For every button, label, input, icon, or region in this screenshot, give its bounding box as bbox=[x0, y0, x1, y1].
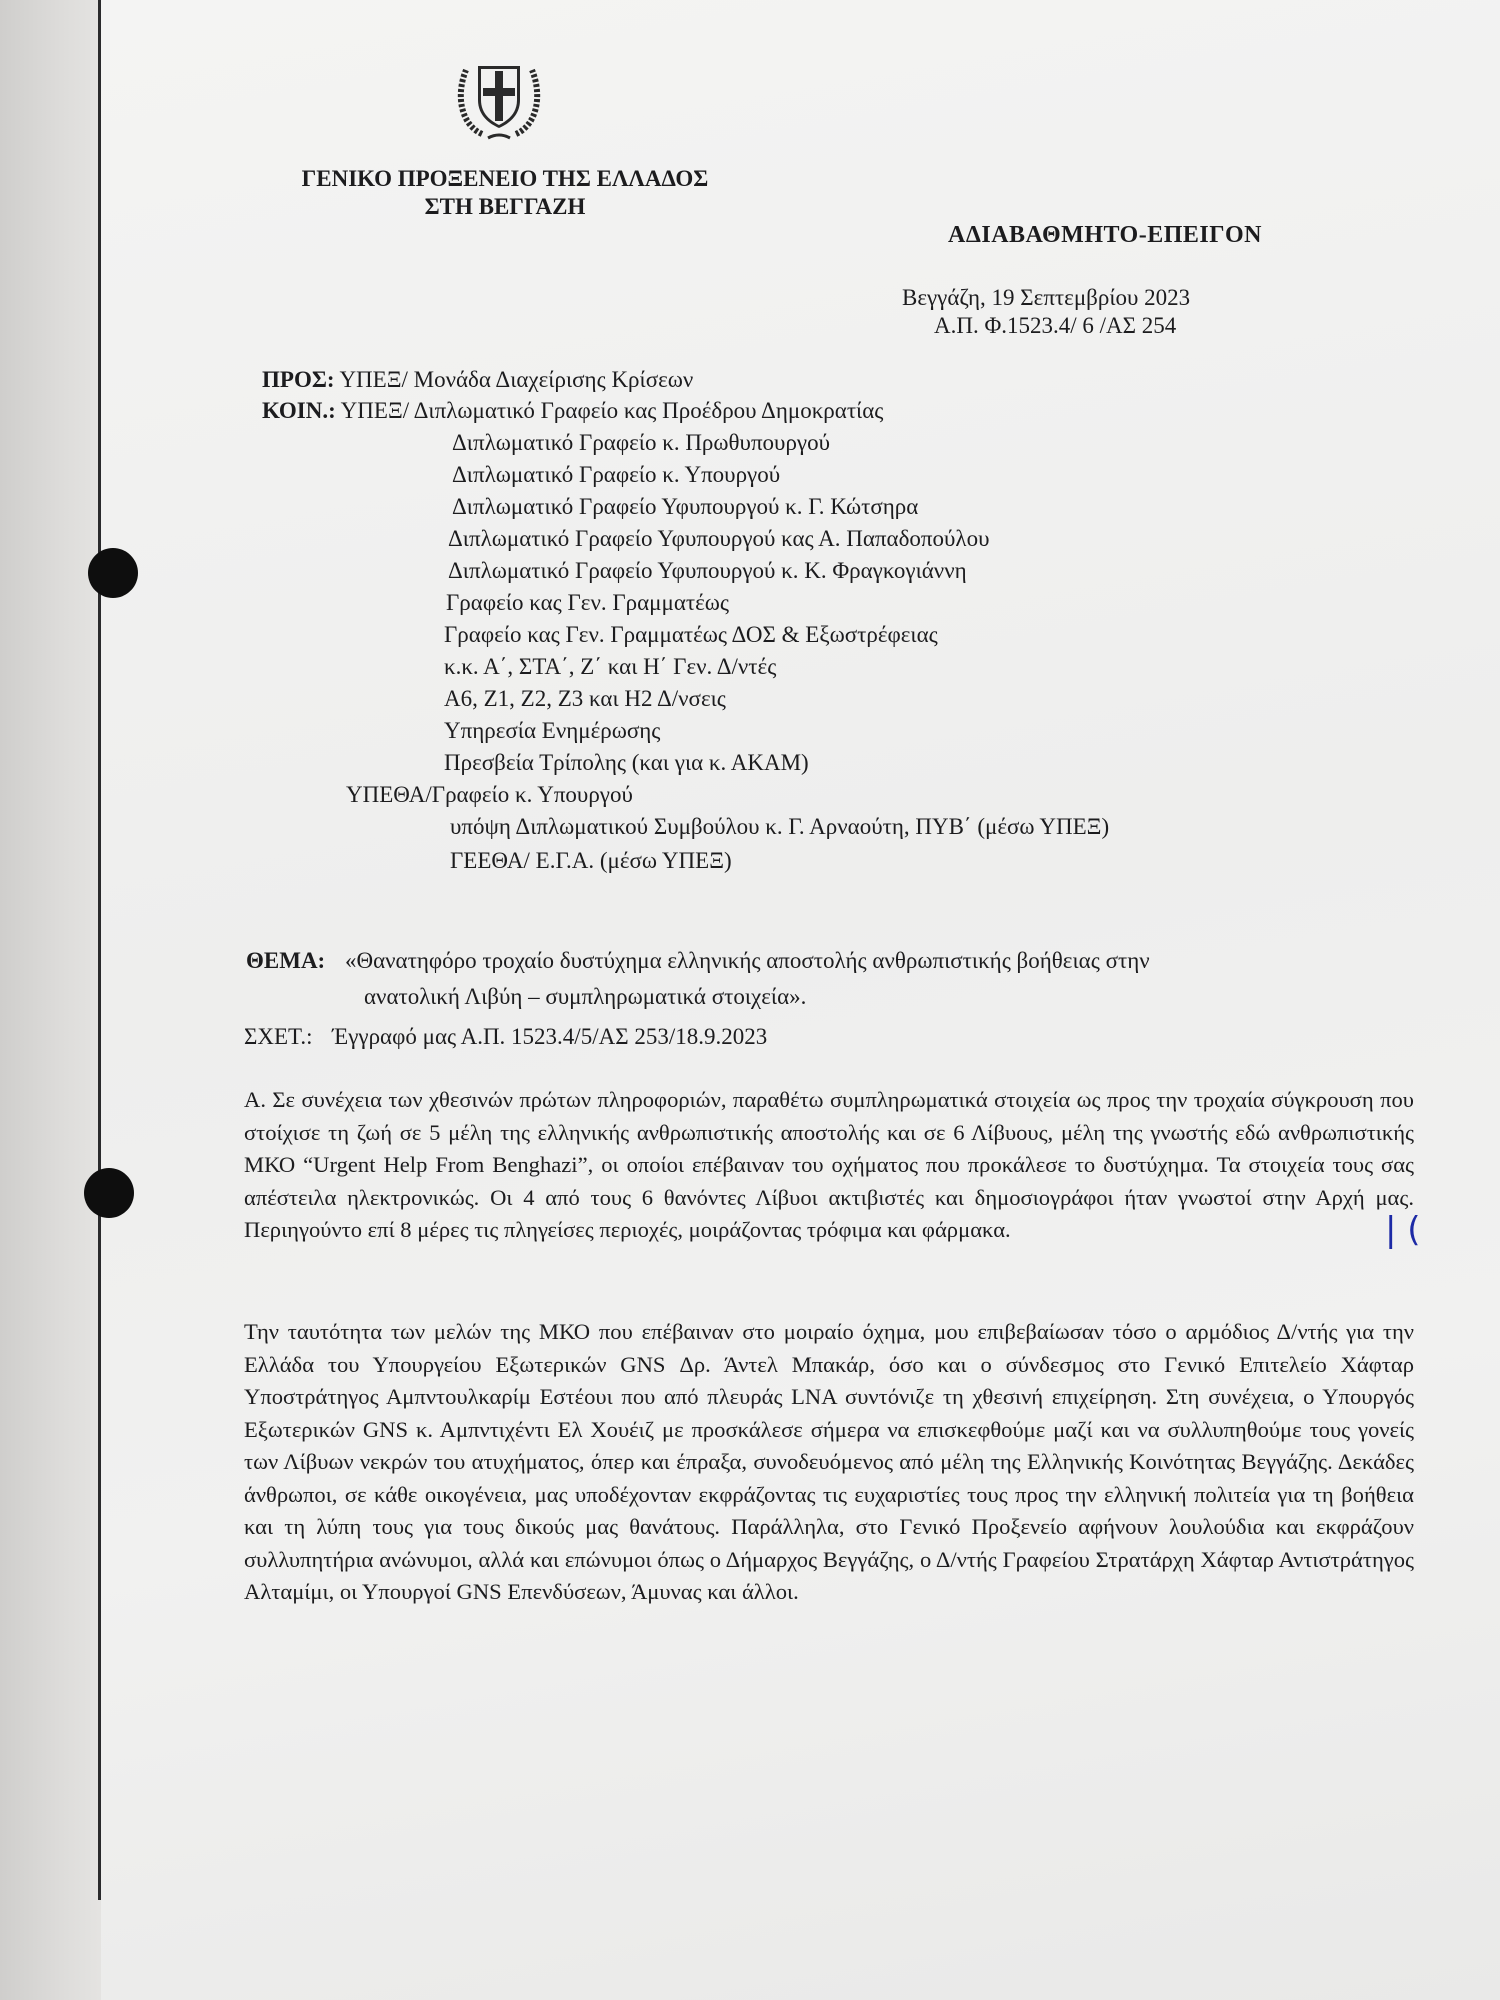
punch-hole bbox=[88, 548, 138, 598]
cc-recipient: Διπλωματικό Γραφείο Υφυπουργού κας Α. Παπαδοπούλου bbox=[448, 526, 990, 551]
to-line bbox=[262, 367, 693, 393]
body-paragraph-b: Την ταυτότητα των μελών της ΜΚΟ που επέβαιναν στο μοιραίο όχημα, μου επιβεβαίωσαν τόσο ο αρμόδιος Δ/ντής για την Ελλάδα του Υπουργείου Εξωτερικών GNS Δρ. Άντελ Μπακάρ, όσο και ο σύνδεσμος στο Γενικό Επιτελείο Χάφταρ Υποστράτηγος Αμπντουλκαρίμ Εστέουι που από πλευράς LNA συντόνιζε τη χθεσινή επιχείρηση. Στη συνέχεια, ο Υπουργός Εξωτερικών GNS κ. Αμπντιχέντι Ελ Χουέιζ με προσκάλεσε σήμερα να επισκεφθούμε μαζί και να συλλυπηθούμε τους γονείς των Λίβυων νεκρών του ατυχήματος, όπερ και έπραξα, συνοδευόμενος από μέλη της Ελληνικής Κοινότητας Βεγγάζης. Δεκάδες άνθρωποι, σε κάθε οικογένεια, μας υποδέχονταν εκφράζοντας τις ευχαριστίες τους προς την ελληνική πολιτεία για τη βοήθεια και τη λύπη τους για τους δικούς μας θανάτους. Παράλληλα, στο Γενικό Προξενείο αφήνουν λουλούδια και εκφράζουν συλλυπητήρια ανώνυμοι, αλλά και επώνυμοι όπως ο Δήμαρχος Βεγγάζης, ο Δ/ντής Γραφείου Στρατάρχη Χάφταρ Αντιστράτηγος Αλταμίμι, οι Υπουργοί GNS Επενδύσεων, Άμυνας και άλλοι. bbox=[244, 1319, 1414, 1604]
cc-recipient: Διπλωματικό Γραφείο Υφυπουργού κ. Κ. Φραγκογιάννη bbox=[448, 558, 967, 583]
background-surface bbox=[0, 0, 110, 2000]
cc-recipient: Α6, Ζ1, Ζ2, Ζ3 και Η2 Δ/νσεις bbox=[444, 686, 726, 711]
cc-recipient: ΥΠΕΞ/ Διπλωματικό Γραφείο κας Προέδρου Δημοκρατίας bbox=[340, 398, 884, 423]
reference-label: ΣΧΕΤ.: bbox=[244, 1024, 313, 1049]
authority-line-1: ΓΕΝΙΚΟ ΠΡΟΞΕΝΕΙΟ ΤΗΣ ΕΛΛΑΔΟΣ bbox=[301, 166, 709, 191]
ypetha-recipient: ΓΕΕΘΑ/ Ε.Γ.Α. (μέσω ΥΠΕΞ) bbox=[450, 848, 732, 873]
authority-line-2: ΣΤΗ ΒΕΓΓΑΖΗ bbox=[424, 194, 586, 219]
cc-recipient: Γραφείο κας Γεν. Γραμματέως bbox=[446, 590, 730, 615]
cc-recipient: Πρεσβεία Τρίπολης (και για κ. ΑΚΑΜ) bbox=[444, 750, 809, 775]
subject-text-1: «Θανατηφόρο τροχαίο δυστύχημα ελληνικής αποστολής ανθρωπιστικής βοήθειας στην bbox=[344, 948, 1150, 973]
cc-label: ΚΟΙΝ.: bbox=[262, 398, 336, 423]
handwritten-margin-mark: | ( bbox=[1385, 1210, 1421, 1250]
ypetha-recipient: ΥΠΕΘΑ/Γραφείο κ. Υπουργού bbox=[346, 782, 633, 807]
to-label: ΠΡΟΣ: bbox=[262, 367, 335, 392]
cc-line bbox=[262, 398, 883, 424]
cc-recipient: κ.κ. Α΄, ΣΤΑ΄, Ζ΄ και Η΄ Γεν. Δ/ντές bbox=[444, 654, 777, 679]
ypetha-recipient: υπόψη Διπλωματικού Συμβούλου κ. Γ. Αρναούτη, ΠΥΒ΄ (μέσω ΥΠΕΞ) bbox=[450, 814, 1110, 839]
protocol-number: Α.Π. Φ.1523.4/ 6 /ΑΣ 254 bbox=[934, 313, 1177, 338]
body-paragraph-a: Α. Σε συνέχεια των χθεσινών πρώτων πληροφοριών, παραθέτω συμπληρωματικά στοιχεία ως προς την τροχαία σύγκρουση που στοίχισε τη ζωή σε 5 μέλη της ελληνικής ανθρωπιστικής αποστολής και σε 6 Λίβυους, μέλη της γνωστής εδώ ανθρωπιστικής ΜΚΟ “Urgent Help From Benghazi”, οι οποίοι επέβαιναν του οχήματος που προκάλεσε το δυστύχημα. Τα στοιχεία τους σας απέστειλα ηλεκτρονικώς. Οι 4 από τους 6 θανόντες Λίβυοι ακτιβιστές και δημοσιογράφοι ήταν γνωστοί στην Αρχή μας. Περιηγούντο επί 8 μέρες τις πληγείσες περιοχές, μοιράζοντας τρόφιμα και φάρμακα. bbox=[244, 1087, 1414, 1242]
classification-label: ΑΔΙΑΒΑΘΜΗΤΟ-ΕΠΕΙΓΟΝ bbox=[948, 222, 1263, 248]
issuing-authority bbox=[270, 165, 740, 221]
place-date: Βεγγάζη, 19 Σεπτεμβρίου 2023 bbox=[902, 285, 1191, 310]
cc-recipient: Υπηρεσία Ενημέρωσης bbox=[444, 718, 661, 743]
cc-recipient: Διπλωματικό Γραφείο Υφυπουργού κ. Γ. Κώτσηρα bbox=[452, 494, 919, 519]
subject-text-2: ανατολική Λιβύη – συμπληρωματικά στοιχεία». bbox=[364, 984, 807, 1009]
reference-text: Έγγραφό μας Α.Π. 1523.4/5/ΑΣ 253/18.9.2023 bbox=[332, 1024, 768, 1049]
cc-recipient: Γραφείο κας Γεν. Γραμματέως ΔΟΣ & Εξωστρέφειας bbox=[444, 622, 938, 647]
subject-line bbox=[246, 948, 1150, 974]
reference-line bbox=[244, 1024, 767, 1050]
coat-of-arms-emblem bbox=[452, 48, 546, 146]
page-edge-line bbox=[98, 0, 101, 1900]
punch-hole bbox=[84, 1168, 134, 1218]
cc-recipient: Διπλωματικό Γραφείο κ. Υπουργού bbox=[452, 462, 781, 487]
subject-label: ΘΕΜΑ: bbox=[246, 948, 326, 973]
to-recipient: ΥΠΕΞ/ Μονάδα Διαχείρισης Κρίσεων bbox=[339, 367, 694, 392]
cc-recipient: Διπλωματικό Γραφείο κ. Πρωθυπουργού bbox=[452, 430, 830, 455]
